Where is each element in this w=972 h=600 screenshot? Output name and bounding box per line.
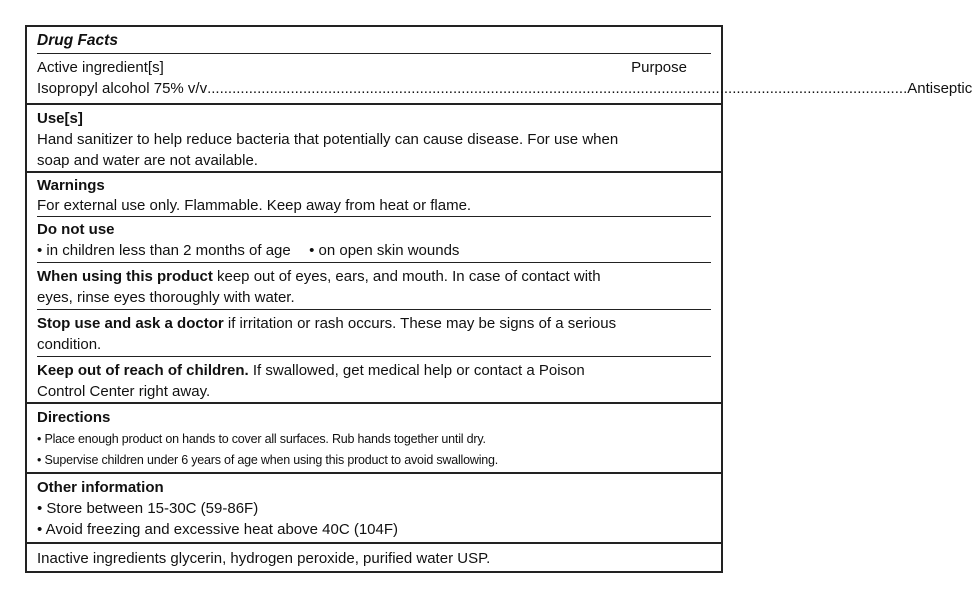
when-using-line-2: eyes, rinse eyes thoroughly with water.: [37, 289, 295, 306]
keep-out-line-1: If swallowed, get medical help or contact a Poison: [248, 362, 585, 379]
active-divider: [27, 103, 721, 105]
directions-item-2: • Supervise children under 6 years of age when using this product to avoid swallowing.: [37, 453, 499, 467]
warnings-divider-4: [37, 356, 711, 357]
active-ingredient-name: Isopropyl alcohol 75% v/v: [37, 80, 208, 97]
active-ingredient-header: Active ingredient[s]: [37, 59, 164, 76]
uses-line-2: soap and water are not available.: [37, 152, 258, 169]
directions-header: Directions: [37, 409, 111, 426]
directions-item-1: • Place enough product on hands to cover all surfaces. Rub hands together until dry.: [37, 432, 486, 446]
active-ingredient-purpose: Antiseptic: [907, 80, 972, 97]
stop-use-line-2: condition.: [37, 336, 102, 353]
keep-out-line-2: Control Center right away.: [37, 383, 211, 400]
other-info-item-2: • Avoid freezing and excessive heat above 40C (104F): [37, 521, 399, 538]
drug-facts-label: [25, 25, 972, 573]
uses-header: Use[s]: [37, 110, 83, 127]
do-not-use-item-2: • on open skin wounds: [309, 242, 460, 259]
do-not-use-item-1: • in children less than 2 months of age: [37, 242, 291, 259]
when-using-header: When using this product: [37, 268, 213, 285]
other-info-item-1: • Store between 15-30C (59-86F): [37, 500, 259, 517]
warnings-divider-2: [37, 262, 711, 263]
directions-divider: [27, 472, 721, 474]
keep-out-header: Keep out of reach of children.: [37, 362, 249, 379]
warnings-divider-1: [37, 216, 711, 217]
warnings-text: For external use only. Flammable. Keep away from heat or flame.: [37, 197, 472, 214]
other-info-divider: [27, 542, 721, 544]
warnings-end-divider: [27, 402, 721, 404]
when-using-line-1: keep out of eyes, ears, and mouth. In case of contact with: [212, 268, 601, 285]
stop-use-header: Stop use and ask a doctor: [37, 315, 224, 332]
uses-divider: [27, 171, 721, 173]
leader-dots: ........................................................................................................................................................................: [207, 80, 908, 97]
other-info-header: Other information: [37, 479, 164, 496]
warnings-header: Warnings: [37, 177, 105, 194]
inactive-ingredients: Inactive ingredients glycerin, hydrogen peroxide, purified water USP.: [37, 550, 491, 567]
do-not-use-header: Do not use: [37, 221, 115, 238]
drug-facts-title: Drug Facts: [37, 32, 118, 49]
stop-use-line-1: if irritation or rash occurs. These may be signs of a serious: [223, 315, 617, 332]
purpose-header: Purpose: [631, 59, 687, 76]
title-divider: [37, 53, 711, 54]
warnings-divider-3: [37, 309, 711, 310]
uses-line-1: Hand sanitizer to help reduce bacteria that potentially can cause disease. For use when: [37, 131, 619, 148]
